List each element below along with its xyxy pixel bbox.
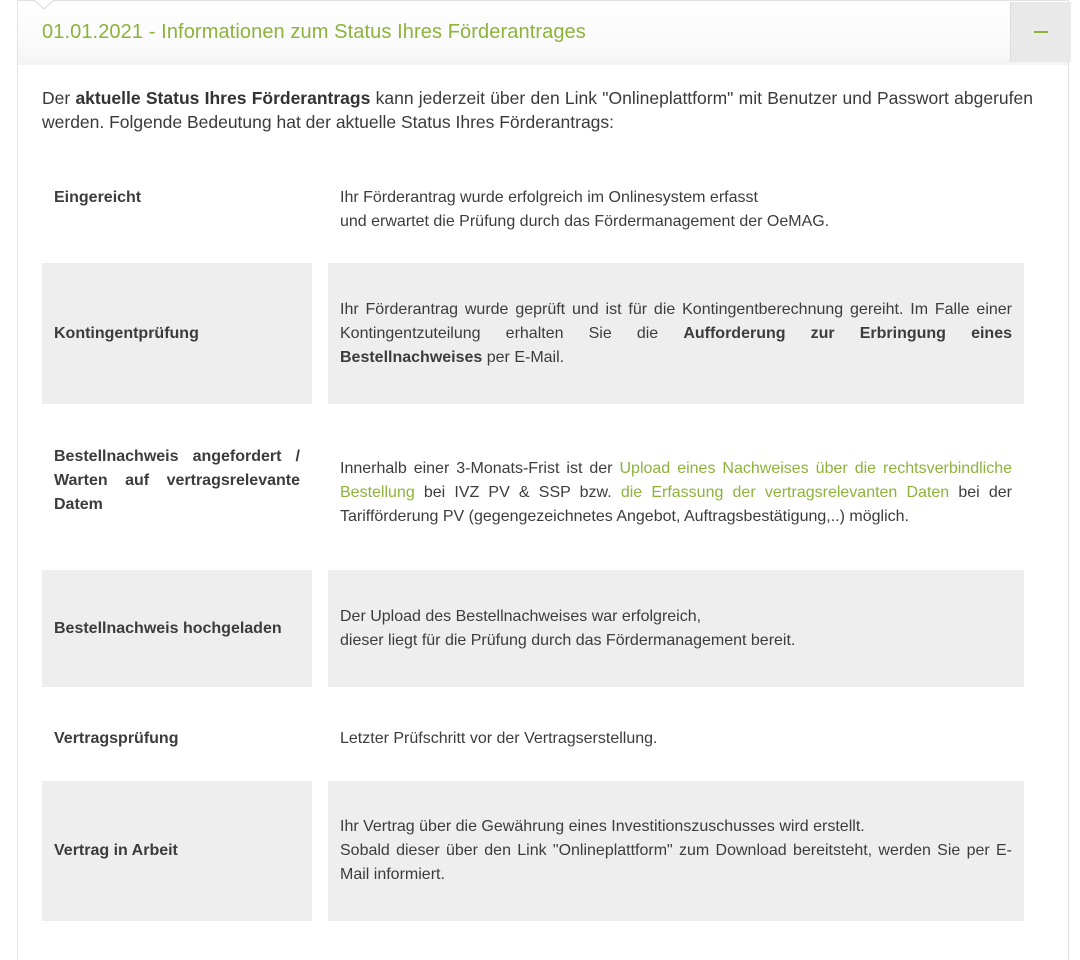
status-label-kontingentpruefung [42, 263, 312, 404]
status-label-text: Bestellnachweis hochgeladen [54, 619, 282, 637]
intro-paragraph [42, 86, 1033, 134]
status-label-text: Vertragsprüfung [54, 730, 179, 747]
status-desc-bestellnachweis-hochgeladen [328, 570, 1024, 687]
status-desc-vertragspruefung [328, 727, 1024, 751]
accordion-title[interactable]: 01.01.2021 - Informationen zum Status Ihres Förderantrages [42, 21, 586, 43]
status-desc-line: Ihr Förderantrag wurde erfolgreich im Onlinesystem erfasst [340, 189, 758, 206]
status-label-bestellnachweis-hochgeladen [42, 570, 312, 687]
status-desc-eingereicht [328, 186, 1024, 234]
minus-icon [1034, 31, 1048, 33]
status-desc-text: Ihr Förderantrag wurde geprüft und ist für die Kontingentberechnung gereiht. Im Falle einer Kontingentzuteilung erhalten Sie die [340, 300, 1012, 342]
intro-text-start: Der [42, 88, 76, 108]
status-label-vertrag-in-arbeit [42, 781, 312, 921]
status-desc-text: Innerhalb einer 3-Monats-Frist ist der [340, 460, 620, 477]
status-label-vertragspruefung [42, 727, 312, 751]
status-desc-bestellnachweis-angefordert [328, 445, 1024, 541]
upload-nachweis-link[interactable]: Upload eines Nachweises über die rechtsverbindliche Bestellung [340, 460, 1012, 501]
status-label-text: Vertrag in Arbeit [54, 842, 178, 859]
status-desc-text: bei der Tarifförderung PV (gegengezeichnetes Angebot, Auftragsbestätigung,..) möglich. [340, 484, 1012, 525]
status-desc-vertrag-in-arbeit [328, 781, 1024, 921]
status-desc-line: Letzter Prüfschritt vor der Vertragserstellung. [340, 730, 658, 747]
collapse-toggle-button[interactable] [1010, 2, 1071, 62]
erfassung-daten-link[interactable]: die Erfassung der vertragsrelevanten Daten [620, 484, 950, 501]
status-desc-line: dieser liegt für die Prüfung durch das Fördermanagement bereit. [340, 631, 796, 649]
status-desc-text: per E-Mail. [482, 348, 565, 366]
status-desc-line: und erwartet die Prüfung durch das Fördermanagement der OeMAG. [340, 213, 830, 230]
status-label-text: Kontingentprüfung [54, 324, 199, 342]
status-desc-line: Sobald dieser über den Link "Onlineplattform" zum Download bereitsteht, werden Sie per E-Mail informiert. [340, 842, 1012, 883]
intro-text-bold: aktuelle Status Ihres Förderantrags [75, 88, 371, 108]
status-label-text: Bestellnachweis angefordert / Warten auf vertragsrelevante Datem [54, 448, 300, 513]
status-desc-text: bei IVZ PV & SSP bzw. [414, 484, 621, 501]
accordion-header[interactable] [18, 1, 1068, 65]
status-label-text: Eingereicht [54, 189, 142, 206]
status-desc-line: Der Upload des Bestellnachweises war erfolgreich, [340, 607, 702, 625]
intro-text-end: kann jederzeit über den Link "Onlineplattform" mit Benutzer und Passwort abgerufen werden. Folgende Bedeutung hat der aktuelle Status Ihres Förderantrags: [42, 88, 1033, 132]
status-desc-kontingentpruefung [328, 263, 1024, 404]
status-label-bestellnachweis-angefordert [42, 445, 312, 517]
status-desc-bold: Aufforderung zur Erbringung eines Bestellnachweises [340, 324, 1012, 366]
status-label-eingereicht [42, 186, 312, 210]
status-desc-line: Ihr Vertrag über die Gewährung eines Investitionszuschusses wird erstellt. [340, 818, 865, 835]
header-notch [35, 0, 53, 8]
